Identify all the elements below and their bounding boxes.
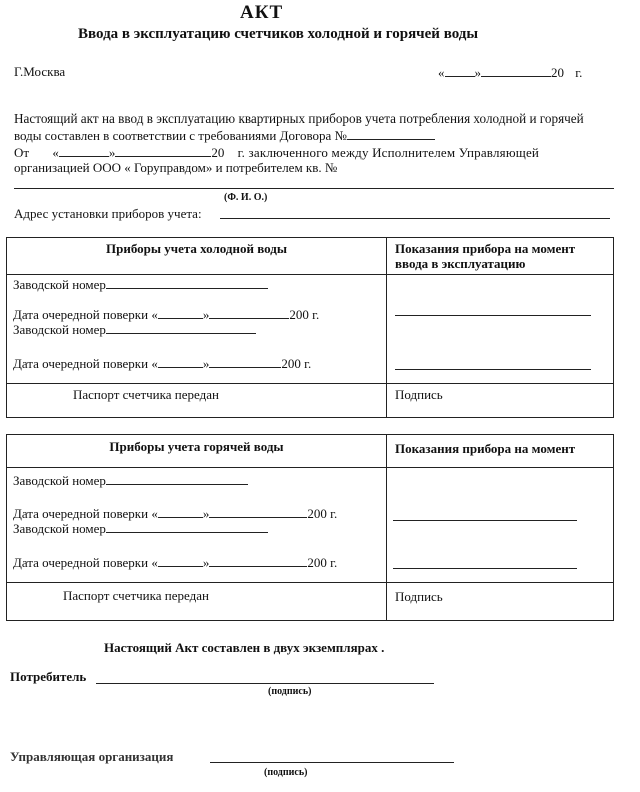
hot-serial-1 (13, 472, 248, 489)
cold-serial-field-1[interactable] (106, 276, 268, 289)
date-quote-open: « (438, 65, 445, 80)
intro-line-4: организацией ООО « Горуправдом» и потребителем кв. № (14, 160, 338, 175)
hot-serial-label-1: Заводской номер (13, 473, 106, 488)
date-line (438, 64, 582, 81)
consumer-name-field[interactable] (14, 188, 614, 189)
hot-signature: Подпись (387, 583, 614, 621)
cold-verify-close-1: » (202, 307, 210, 322)
intro-line-2 (14, 127, 435, 144)
fio-caption: (Ф. И. О.) (224, 192, 268, 203)
cold-verify-close-2: » (202, 356, 210, 371)
date-day-field[interactable] (445, 64, 475, 77)
consumer-signature-field[interactable] (96, 683, 434, 684)
cold-serial-label-1: Заводской номер (13, 277, 106, 292)
cold-serial-1 (13, 276, 268, 293)
consumer-label: Потребитель (10, 669, 87, 684)
from-rest: г. заключенного между Исполнителем Управляющей (237, 145, 540, 160)
copies-note: Настоящий Акт составлен в двух экземплярах . (104, 640, 385, 655)
cold-verify-month-2[interactable] (209, 355, 281, 368)
hot-header-left: Приборы учета горячей воды (7, 435, 387, 468)
from-quote-open: « (52, 145, 59, 160)
consumer-sign-caption: (подпись) (268, 686, 312, 697)
cold-reading-field-1[interactable] (395, 315, 591, 316)
hot-details-cell (7, 468, 387, 583)
org-signature-field[interactable] (210, 762, 454, 763)
intro-line-1: Настоящий акт на ввод в эксплуатацию квартирных приборов учета потребления холодной и горячей (14, 111, 584, 126)
date-year-prefix: 20 (551, 65, 564, 80)
city-label: Г.Москва (14, 64, 66, 79)
hot-serial-2 (13, 520, 268, 537)
address-field[interactable] (220, 218, 610, 219)
intro-line-3 (14, 144, 539, 161)
hot-verify-month-2[interactable] (209, 554, 307, 567)
org-label: Управляющая организация (10, 749, 174, 764)
hot-header-right: Показания прибора на момент (387, 435, 614, 468)
cold-passport: Паспорт счетчика передан (7, 384, 387, 418)
cold-verify-year-2: 200 г. (281, 356, 312, 371)
hot-verify-day-1[interactable] (158, 505, 203, 518)
cold-serial-2 (13, 321, 256, 338)
cold-verify-label-2: Дата очередной поверки « (13, 356, 158, 371)
hot-verify-label-2: Дата очередной поверки « (13, 555, 158, 570)
date-quote-close: » (474, 65, 481, 80)
hot-verify-2 (13, 554, 337, 571)
cold-details-cell (7, 275, 387, 384)
cold-verify-day-2[interactable] (158, 355, 203, 368)
cold-header-right: Показания прибора на момент ввода в эксплуатацию (387, 238, 614, 275)
hot-water-table (6, 434, 614, 621)
hot-serial-field-1[interactable] (106, 472, 248, 485)
hot-verify-close-2: » (202, 555, 210, 570)
hot-serial-field-2[interactable] (106, 520, 268, 533)
hot-readings-cell (387, 468, 614, 583)
hot-verify-label-1: Дата очередной поверки « (13, 506, 158, 521)
hot-verify-year-2: 200 г. (307, 555, 338, 570)
cold-water-table (6, 237, 614, 418)
from-year-prefix: 20 (211, 145, 225, 160)
org-sign-caption: (подпись) (264, 767, 308, 778)
hot-verify-year-1: 200 г. (307, 506, 338, 521)
document-title: АКТ (240, 2, 284, 23)
contract-number-field[interactable] (347, 127, 435, 140)
hot-passport: Паспорт счетчика передан (7, 583, 387, 621)
date-year-suffix: г. (575, 65, 583, 80)
from-month-field[interactable] (115, 144, 211, 157)
hot-serial-label-2: Заводской номер (13, 521, 106, 536)
cold-header-left: Приборы учета холодной воды (7, 238, 387, 275)
cold-reading-field-2[interactable] (395, 369, 591, 370)
contract-label: воды составлен в соответствии с требованиями Договора № (14, 128, 347, 143)
address-label: Адрес установки приборов учета: (14, 206, 202, 221)
cold-verify-year-1: 200 г. (289, 307, 320, 322)
cold-serial-field-2[interactable] (106, 321, 256, 334)
cold-verify-month-1[interactable] (209, 306, 289, 319)
from-label: От (14, 145, 30, 160)
hot-verify-month-1[interactable] (209, 505, 307, 518)
from-quote-close: » (108, 145, 116, 160)
date-month-field[interactable] (481, 64, 551, 77)
hot-reading-field-2[interactable] (393, 568, 577, 569)
hot-reading-field-1[interactable] (393, 520, 577, 521)
document-subtitle: Ввода в эксплуатацию счетчиков холодной и горячей воды (78, 26, 479, 42)
cold-serial-label-2: Заводской номер (13, 322, 106, 337)
cold-verify-2 (13, 355, 311, 372)
cold-verify-label-1: Дата очередной поверки « (13, 307, 158, 322)
cold-signature: Подпись (387, 384, 614, 418)
hot-verify-close-1: » (202, 506, 210, 521)
cold-verify-day-1[interactable] (158, 306, 203, 319)
from-day-field[interactable] (59, 144, 109, 157)
cold-readings-cell (387, 275, 614, 384)
hot-verify-day-2[interactable] (158, 554, 203, 567)
